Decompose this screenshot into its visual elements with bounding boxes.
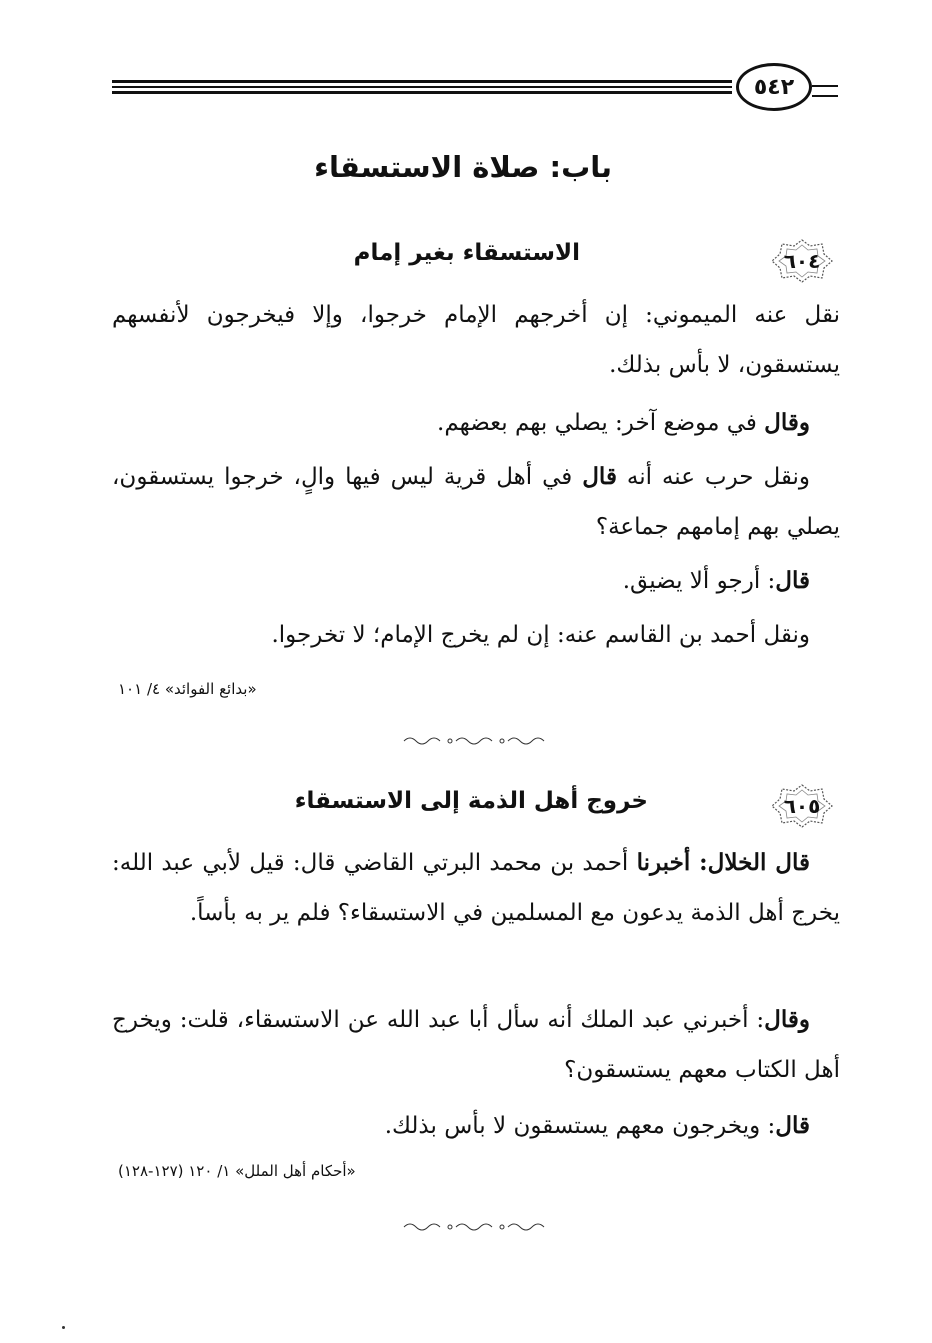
- paragraph: [112, 556, 840, 606]
- section-heading: خروج أهل الذمة إلى الاستسقاء: [294, 788, 648, 814]
- section-number: ٦٠٤: [783, 249, 821, 273]
- paragraph-lead: وقال: [764, 409, 810, 436]
- paragraph-text: أحمد بن محمد البرتي القاضي قال: قيل لأبي عبد الله: يخرج أهل الذمة يدعون مع المسلمين في الاستسقاء؟ فلم ير به بأساً.: [112, 850, 840, 926]
- scan-speck: [62, 1326, 65, 1329]
- section-heading: الاستسقاء بغير إمام: [353, 240, 580, 266]
- paragraph-text: ونقل حرب عنه أنه: [616, 464, 810, 490]
- header-rule: [112, 80, 732, 94]
- section-number-badge: [770, 238, 834, 284]
- paragraph: [112, 1101, 840, 1151]
- paragraph: [112, 995, 840, 1095]
- section-divider-ornament: [400, 1220, 556, 1234]
- paragraph: [112, 398, 840, 448]
- paragraph: [112, 290, 840, 390]
- paragraph-lead: وقال: [764, 1006, 810, 1033]
- paragraph-lead: قال: [775, 1112, 810, 1139]
- paragraph: [112, 452, 840, 552]
- paragraph-text: نقل عنه الميموني: إن أخرجهم الإمام خرجوا، وإلا فيخرجون لأنفسهم يستسقون، لا بأس بذلك.: [112, 302, 840, 378]
- section-number: ٦٠٥: [783, 794, 821, 818]
- header-rule-end: [812, 85, 838, 97]
- paragraph-text: في موضع آخر: يصلي بهم بعضهم.: [437, 410, 765, 436]
- chapter-title: باب: صلاة الاستسقاء: [314, 150, 612, 184]
- paragraph-lead: قال الخلال: أخبرنا: [636, 849, 810, 876]
- paragraph-text: : ويخرجون معهم يستسقون لا بأس بذلك.: [384, 1113, 776, 1139]
- section-number-badge: [770, 783, 834, 829]
- paragraph-lead: قال: [775, 567, 810, 594]
- paragraph-text: : أرجو ألا يضيق.: [622, 568, 776, 594]
- page-number: ٥٤٢: [736, 63, 812, 111]
- paragraph-text: ونقل أحمد بن القاسم عنه: إن لم يخرج الإمام؛ لا تخرجوا.: [271, 622, 810, 648]
- source-citation: «بدائع الفوائد» ٤/ ١٠١: [118, 680, 257, 698]
- paragraph-text: : أخبرني عبد الملك أنه سأل أبا عبد الله عن الاستسقاء، قلت: ويخرج أهل الكتاب معهم يستسقون؟: [112, 1007, 840, 1083]
- paragraph: [112, 610, 840, 660]
- paragraph-lead: قال: [582, 463, 617, 490]
- section-divider-ornament: [400, 734, 556, 748]
- source-citation: «أحكام أهل الملل» ١/ ١٢٠ (١٢٧-١٢٨): [118, 1162, 356, 1180]
- paragraph: [112, 838, 840, 938]
- paragraph-text: في أهل قرية ليس فيها والٍ، خرجوا يستسقون، يصلي بهم إمامهم جماعة؟: [112, 464, 840, 540]
